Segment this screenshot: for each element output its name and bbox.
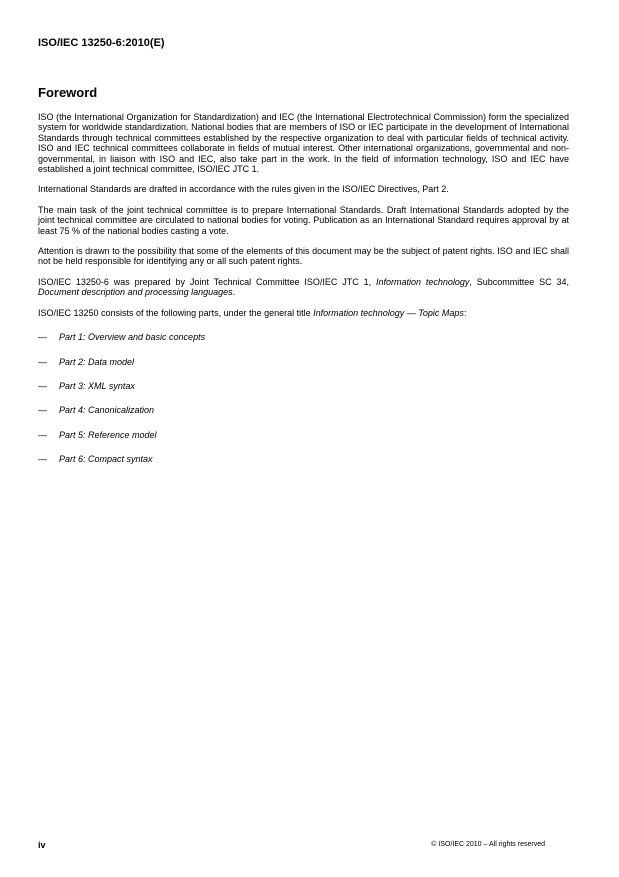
list-item	[38, 332, 569, 342]
dash-bullet: —	[38, 380, 47, 391]
dash-bullet: —	[38, 405, 47, 416]
list-item	[38, 381, 569, 391]
paragraph-main-task: The main task of the joint technical committee is to prepare International Standards. Draft International Standards adopted by the joint technical committee are circulated to national bodies for voting. Publication as an International Standard requires approval by at least 75 % of the national bodies casting a vote.	[38, 204, 569, 236]
prepared-by-text-c: , Subcommittee SC 34,	[469, 276, 569, 287]
parts-intro-text-a: ISO/IEC 13250 consists of the following parts, under the general title	[38, 307, 314, 318]
paragraph-prepared-by	[38, 277, 569, 298]
paragraph-directives: International Standards are drafted in accordance with the rules given in the ISO/IEC Directives, Part 2.	[38, 184, 449, 195]
part-title: Part 4: Canonicalization	[59, 405, 155, 416]
dash-bullet: —	[38, 332, 47, 343]
foreword-body	[38, 112, 569, 479]
paragraph-patent: Attention is drawn to the possibility that some of the elements of this document may be the subject of patent rights. ISO and IEC shall not be held responsible for identifying any or all such patent rights.	[38, 246, 569, 267]
part-title: Part 1: Overview and basic concepts	[59, 332, 206, 343]
dash-bullet: —	[38, 429, 47, 440]
committee-title: Information technology	[375, 276, 470, 287]
list-item	[38, 357, 569, 367]
part-title: Part 6: Compact syntax	[59, 454, 153, 465]
dash-bullet: —	[38, 454, 47, 465]
part-title: Part 2: Data model	[59, 356, 135, 367]
subcommittee-title: Document description and processing languages	[38, 287, 233, 298]
page-number: iv	[38, 840, 46, 850]
part-title: Part 3: XML syntax	[59, 380, 135, 391]
list-item	[38, 454, 569, 464]
prepared-by-text-e: .	[232, 287, 236, 298]
document-id: ISO/IEC 13250-6:2010(E)	[38, 37, 165, 49]
parts-intro-text-c: :	[463, 307, 467, 318]
dash-bullet: —	[38, 356, 47, 367]
copyright-notice: © ISO/IEC 2010 – All rights reserved	[431, 841, 545, 848]
paragraph-parts-intro	[38, 308, 569, 318]
list-item	[38, 405, 569, 415]
prepared-by-text-a: ISO/IEC 13250-6 was prepared by Joint Technical Committee ISO/IEC JTC 1,	[38, 276, 376, 287]
general-title: Information technology — Topic Maps	[313, 307, 464, 318]
foreword-heading: Foreword	[38, 85, 98, 100]
list-item	[38, 430, 569, 440]
part-title: Part 5: Reference model	[59, 429, 157, 440]
paragraph-organizations: ISO (the International Organization for Standardization) and IEC (the International Electrotechnical Commission) form the specialized system for worldwide standardization. National bodies that are members of ISO or IEC participate in the development of International Standards through technical committees established by the respective organization to deal with particular fields of technical activity. ISO and IEC technical committees collaborate in fields of mutual interest. Other international organizations, governmental and non-governmental, in liaison with ISO and IEC, also take part in the work. In the field of information technology, ISO and IEC have established a joint technical committee, ISO/IEC JTC 1.	[38, 112, 569, 175]
